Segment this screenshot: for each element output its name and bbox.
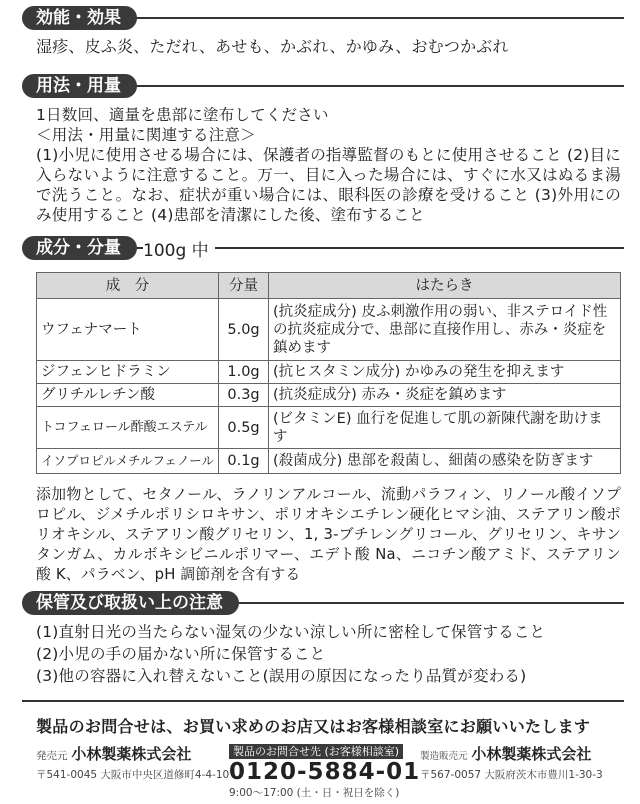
table-row bbox=[37, 299, 621, 361]
ingredient-function: (ビタミンE) 血行を促進して肌の新陳代謝を助けます bbox=[269, 407, 621, 449]
dosage-heading: 用法・用量 bbox=[22, 74, 137, 98]
inquiry-block bbox=[229, 743, 420, 800]
seller-name: 小林製薬株式会社 bbox=[71, 745, 192, 763]
ingredient-function: (抗ヒスタミン成分) かゆみの発生を抑えます bbox=[269, 361, 621, 384]
ingredient-function: (殺菌成分) 患部を殺菌し、細菌の感染を防ぎます bbox=[269, 449, 621, 474]
seller-label: 発売元 bbox=[36, 750, 68, 762]
maker-label: 製造販売元 bbox=[420, 751, 468, 762]
contact-title: 製品のお問合せは、お買い求めのお店又はお客様相談室にお願いいたします bbox=[36, 717, 591, 736]
table-row bbox=[37, 449, 621, 474]
ingredient-name: トコフェロール酢酸エステル bbox=[37, 407, 219, 449]
dosage-rule bbox=[132, 85, 624, 87]
efficacy-header bbox=[22, 6, 624, 30]
ingredients-header bbox=[22, 236, 624, 260]
table-row bbox=[37, 384, 621, 407]
column-header-amount: 分量 bbox=[219, 273, 269, 299]
inquiry-hours: 9:00～17:00 (土・日・祝日を除く) bbox=[229, 787, 400, 799]
ingredient-name: イソプロピルメチルフェノール bbox=[37, 449, 219, 474]
ingredient-amount: 1.0g bbox=[219, 361, 269, 384]
dosage-line-1: 1日数回、適量を患部に塗布してください bbox=[36, 106, 329, 124]
table-header-row bbox=[37, 273, 621, 299]
efficacy-rule bbox=[132, 17, 624, 19]
ingredients-heading: 成分・分量 bbox=[22, 236, 137, 260]
storage-item-2: (2)小児の手の届かない所に保管すること bbox=[36, 645, 326, 663]
seller-address: 〒541-0045 大阪市中央区道修町4-4-10 bbox=[36, 769, 230, 781]
column-header-function: はたらき bbox=[269, 273, 621, 299]
ingredient-amount: 0.3g bbox=[219, 384, 269, 407]
additives-text: 添加物として、セタノール、ラノリンアルコール、流動パラフィン、リノール酸イソプロピル、ジメチルポリシロキサン、ポリオキシエチレン硬化ヒマシ油、ステアリン酸ポリオキシル、ステアリン酸グリセリン、1, 3-ブチレングリコール、グリセリン、キサンタンガム、カルボキシビニルポリマー、エデト酸 Na、ニコチン酸アミド、ステアリン酸 K、パラベン、pH 調節剤を含有する bbox=[36, 486, 621, 583]
contact-rule bbox=[22, 700, 624, 702]
ingredient-function: (抗炎症成分) 赤み・炎症を鎮めます bbox=[269, 384, 621, 407]
storage-item-3: (3)他の容器に入れ替えないこと(誤用の原因になったり品質が変わる) bbox=[36, 667, 527, 685]
ingredients-table bbox=[36, 272, 621, 474]
maker-block bbox=[420, 743, 603, 782]
dosage-line-2: ＜用法・用量に関連する注意＞ bbox=[36, 126, 256, 144]
ingredient-amount: 0.5g bbox=[219, 407, 269, 449]
seller-block bbox=[36, 743, 229, 782]
column-header-name: 成 分 bbox=[37, 273, 219, 299]
efficacy-heading: 効能・効果 bbox=[22, 6, 137, 30]
table-row bbox=[37, 407, 621, 449]
maker-name: 小林製薬株式会社 bbox=[471, 745, 592, 763]
phone-number: 0120-5884-01 bbox=[229, 759, 421, 785]
table-row bbox=[37, 361, 621, 384]
ingredient-name: グリチルレチン酸 bbox=[37, 384, 219, 407]
ingredient-name: ジフェンヒドラミン bbox=[37, 361, 219, 384]
ingredient-name: ウフェナマート bbox=[37, 299, 219, 361]
efficacy-text: 湿疹、皮ふ炎、ただれ、あせも、かぶれ、かゆみ、おむつかぶれ bbox=[36, 37, 509, 56]
maker-address: 〒567-0057 大阪府茨木市豊川1-30-3 bbox=[420, 769, 603, 781]
ingredients-amount-note: 100g 中 bbox=[143, 236, 215, 261]
storage-item-1: (1)直射日光の当たらない湿気の少ない涼しい所に密栓して保管すること bbox=[36, 623, 546, 641]
storage-heading: 保管及び取扱い上の注意 bbox=[22, 591, 239, 615]
dosage-header bbox=[22, 74, 624, 98]
ingredient-amount: 0.1g bbox=[219, 449, 269, 474]
ingredient-function: (抗炎症成分) 皮ふ刺激作用の弱い、非ステロイド性の抗炎症成分で、患部に直接作用し、赤み・炎症を鎮めます bbox=[269, 299, 621, 361]
storage-header bbox=[22, 591, 624, 615]
ingredient-amount: 5.0g bbox=[219, 299, 269, 361]
dosage-notes: (1)小児に使用させる場合には、保護者の指導監督のもとに使用させること (2)目に入らないように注意すること。万一、目に入った場合には、すぐに水又はぬるま湯で洗うこと。なお、症状が重い場合には、眼科医の診療を受けること (3)外用にのみ使用すること (4)患部を清潔にした後、塗布すること bbox=[36, 146, 621, 224]
inquiry-label: 製品のお問合せ先 (お客様相談室) bbox=[229, 744, 403, 759]
